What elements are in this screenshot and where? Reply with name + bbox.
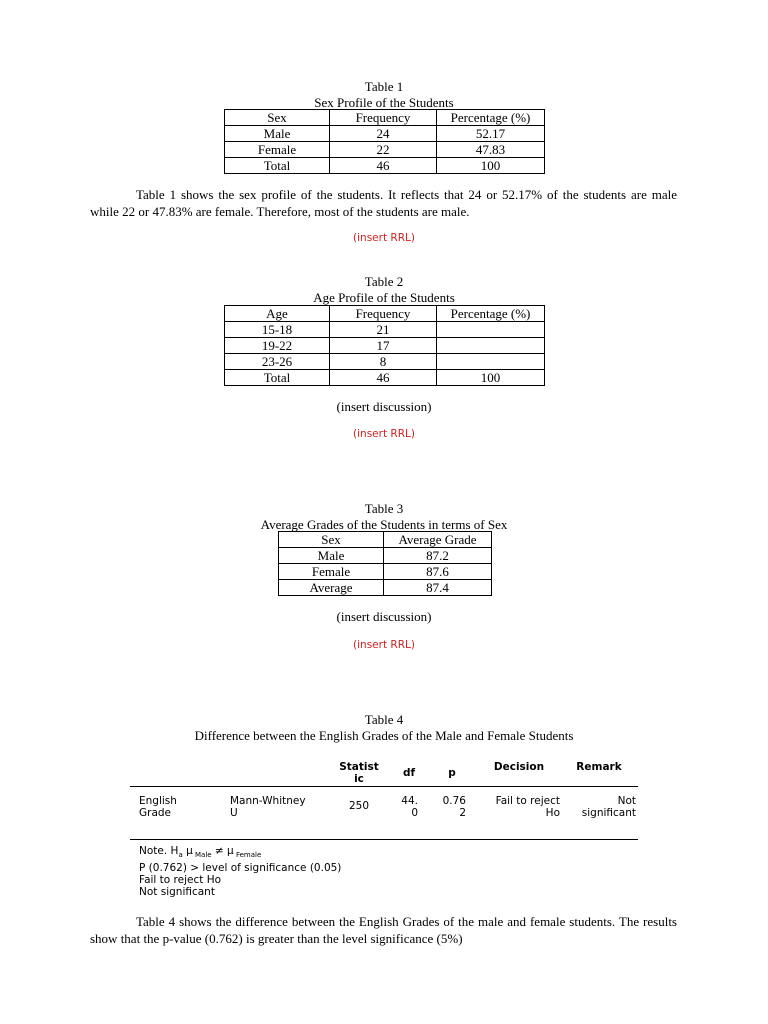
- table1-row: [225, 126, 545, 142]
- table4-note-sub-male: Male: [192, 851, 212, 860]
- table4-cell-remark: [566, 795, 636, 819]
- table3-cell: 87.4: [384, 580, 492, 596]
- table2-row: [225, 370, 545, 386]
- insert-rrl-note-1: (insert RRL): [353, 232, 415, 244]
- table1-row: [225, 142, 545, 158]
- table1-row: [225, 158, 545, 174]
- table1-label: Table 1: [364, 79, 404, 94]
- table3-caption: [0, 501, 768, 532]
- table2-cell: [437, 322, 545, 338]
- table4-header-df: df: [402, 767, 416, 779]
- table3-row: [279, 548, 492, 564]
- table2-cell: 19-22: [225, 338, 330, 354]
- table1-title: Sex Profile of the Students: [314, 94, 454, 110]
- table2-row: [225, 322, 545, 338]
- table4-cell-decision-line1: Fail to reject: [495, 795, 560, 807]
- table2-cell: 8: [330, 354, 437, 370]
- table4-cell-df-line2: 0: [411, 807, 418, 819]
- table3-title: Average Grades of the Students in terms of Sex: [260, 516, 508, 532]
- table4-note: [139, 845, 539, 861]
- table4-label: Table 4: [364, 712, 404, 727]
- paragraph-1: [90, 187, 677, 220]
- table3: [278, 531, 492, 596]
- table4-note-neq-mu: ≠ μ: [211, 845, 234, 857]
- paragraph-1-text: Table 1 shows the sex profile of the students. It reflects that 24 or 52.17% of the students are male while 22 or 47.83% are female. Therefore, most of the students are male.: [90, 187, 677, 219]
- table2-row: [225, 338, 545, 354]
- table2-cell: 46: [330, 370, 437, 386]
- insert-discussion-note-1: (insert discussion): [336, 399, 432, 414]
- table1: [224, 109, 545, 174]
- table4-note-line: Fail to reject Ho: [139, 874, 222, 886]
- table4-cell-variable: [139, 795, 219, 819]
- table4-header-p: p: [448, 767, 456, 779]
- table2-row: [225, 354, 545, 370]
- table4-note-lines: [139, 862, 539, 898]
- table4-cell-p-line1: 0.76: [442, 795, 466, 807]
- table2-header-cell: Age: [225, 306, 330, 322]
- table3-row: [279, 580, 492, 596]
- table4-cell-variable-line2: Grade: [139, 807, 172, 819]
- table2-cell: 100: [437, 370, 545, 386]
- table1-cell: 22: [330, 142, 437, 158]
- table4-cell-remark-line1: Not: [617, 795, 636, 807]
- table4-note-sub-a: a: [178, 851, 183, 860]
- table2-cell: 21: [330, 322, 437, 338]
- table4-cell-test-line1: Mann-Whitney: [230, 795, 306, 807]
- table2-cell: 23-26: [225, 354, 330, 370]
- table4-cell-remark-line2: significant: [581, 807, 636, 819]
- table4-cell-df: [390, 795, 418, 819]
- table3-label: Table 3: [364, 501, 404, 516]
- table1-cell: Male: [225, 126, 330, 142]
- table4-note-line: Not significant: [139, 886, 215, 898]
- table3-header-cell: Average Grade: [384, 532, 492, 548]
- table1-header-cell: Sex: [225, 110, 330, 126]
- table2-cell: [437, 338, 545, 354]
- table3-header-cell: Sex: [279, 532, 384, 548]
- paragraph-2: [90, 914, 677, 947]
- table2-header-row: [225, 306, 545, 322]
- table4-bottom-rule: [130, 839, 638, 840]
- table4-cell-decision-line2: Ho: [545, 807, 560, 819]
- table1-caption: [0, 79, 768, 110]
- table4-note-sub-female: Female: [233, 851, 262, 860]
- table4-cell-variable-line1: English: [139, 795, 177, 807]
- table3-cell: 87.6: [384, 564, 492, 580]
- table1-cell: 24: [330, 126, 437, 142]
- paragraph-2-text: Table 4 shows the difference between the English Grades of the male and female students. The results show that the p-value (0.762) is greater than the level significance (5%): [90, 914, 677, 946]
- table4-title: Difference between the English Grades of the Male and Female Students: [194, 727, 574, 743]
- table2-cell: [437, 354, 545, 370]
- table3-cell: Male: [279, 548, 384, 564]
- insert-rrl-note-3: (insert RRL): [353, 639, 415, 651]
- table4-header-statistic: [330, 761, 388, 785]
- table1-header-row: [225, 110, 545, 126]
- table4-header-remark: Remark: [576, 761, 622, 773]
- table4-cell-p: [434, 795, 466, 819]
- table2-header-cell: Frequency: [330, 306, 437, 322]
- table4-cell-statistic: 250: [348, 800, 370, 812]
- table3-cell: 87.2: [384, 548, 492, 564]
- table3-cell: Average: [279, 580, 384, 596]
- table1-header-cell: Frequency: [330, 110, 437, 126]
- insert-discussion-note-2: (insert discussion): [336, 609, 432, 624]
- table2-cell: 15-18: [225, 322, 330, 338]
- table1-cell: 100: [437, 158, 545, 174]
- table1-cell: 46: [330, 158, 437, 174]
- table4-note-line: P (0.762) > level of significance (0.05): [139, 862, 342, 874]
- table3-header-row: [279, 532, 492, 548]
- table1-cell: Total: [225, 158, 330, 174]
- table3-row: [279, 564, 492, 580]
- table4-caption: [0, 712, 768, 743]
- table4-header-statistic-line2: ic: [354, 773, 364, 785]
- table1-header-cell: Percentage (%): [437, 110, 545, 126]
- table1-cell: 52.17: [437, 126, 545, 142]
- table2-cell: 17: [330, 338, 437, 354]
- table2-caption: [0, 274, 768, 305]
- table4-cell-test-line2: U: [230, 807, 238, 819]
- table2-label: Table 2: [364, 274, 404, 289]
- table4-header-rule: [130, 786, 638, 787]
- table4-cell-df-line1: 44.: [401, 795, 418, 807]
- table4-cell-decision: [478, 795, 560, 819]
- insert-rrl-note-2: (insert RRL): [353, 428, 415, 440]
- table1-cell: Female: [225, 142, 330, 158]
- table4-cell-test: [230, 795, 320, 819]
- table4-cell-p-line2: 2: [459, 807, 466, 819]
- table2-header-cell: Percentage (%): [437, 306, 545, 322]
- table4-header-statistic-line1: Statist: [339, 761, 379, 773]
- table4-header-decision: Decision: [493, 761, 545, 773]
- table3-cell: Female: [279, 564, 384, 580]
- table1-cell: 47.83: [437, 142, 545, 158]
- table2-title: Age Profile of the Students: [313, 289, 455, 305]
- table4-note-mu-male: μ: [182, 845, 193, 857]
- table4-note-prefix: Note. H: [139, 845, 179, 857]
- table2-cell: Total: [225, 370, 330, 386]
- table2: [224, 305, 545, 386]
